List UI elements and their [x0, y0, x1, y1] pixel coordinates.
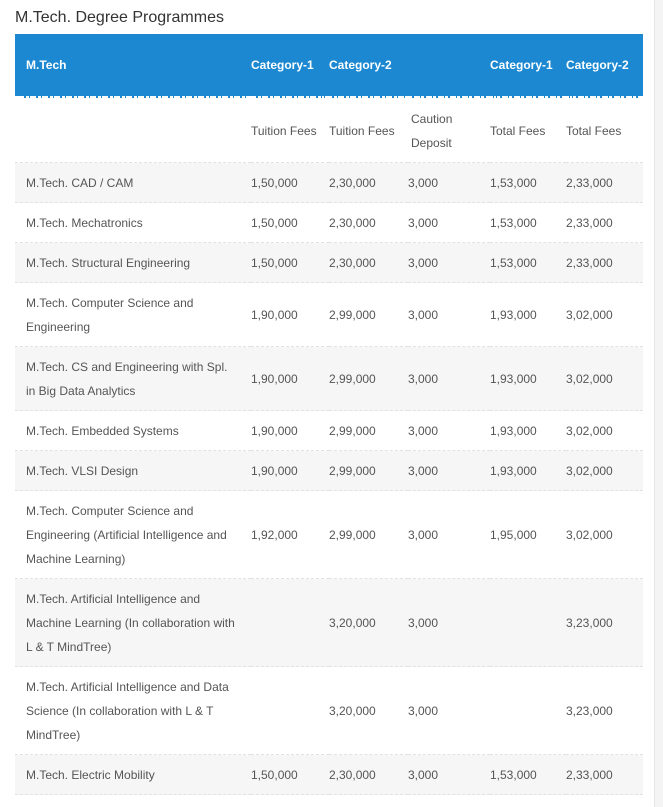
- header-category-2-tuition: Category-2: [329, 34, 408, 98]
- total-category-1-cell: 1,53,000: [490, 755, 566, 795]
- total-category-2-cell: 2,33,000: [566, 203, 643, 243]
- tuition-category-2-cell: 2,30,000: [329, 243, 408, 283]
- total-category-2-cell: 2,33,000: [566, 243, 643, 283]
- total-category-2-cell: 3,02,000: [566, 347, 643, 411]
- program-cell: M.Tech. Computer Science and Engineering (Artificial Intelligence and Machine Learning): [15, 491, 251, 579]
- total-category-2-cell: 3,02,000: [566, 451, 643, 491]
- total-category-2-cell: 3,02,000: [566, 283, 643, 347]
- table-row: [15, 667, 643, 755]
- tuition-category-2-cell: 2,99,000: [329, 451, 408, 491]
- program-cell: M.Tech. Artificial Intelligence and Machine Learning (In collaboration with L & T MindTree): [15, 579, 251, 667]
- total-category-1-cell: [490, 579, 566, 667]
- table-row: [15, 347, 643, 411]
- table-row: [15, 451, 643, 491]
- caution-deposit-cell: 3,000: [408, 283, 490, 347]
- total-category-2-cell: 3,02,000: [566, 491, 643, 579]
- tuition-category-1-cell: 1,90,000: [251, 451, 329, 491]
- caution-deposit-cell: 3,000: [408, 411, 490, 451]
- tuition-category-1-cell: 1,92,000: [251, 491, 329, 579]
- table-row: [15, 579, 643, 667]
- header-program: M.Tech: [15, 34, 251, 98]
- tuition-category-2-cell: 2,99,000: [329, 347, 408, 411]
- total-category-1-cell: 1,95,000: [490, 491, 566, 579]
- tuition-category-1-cell: [251, 579, 329, 667]
- header-dotted-divider: [15, 96, 643, 98]
- table-row: [15, 755, 643, 795]
- page-title: M.Tech. Degree Programmes: [15, 9, 224, 26]
- caution-deposit-cell: 3,000: [408, 667, 490, 755]
- tuition-category-1-cell: 1,50,000: [251, 755, 329, 795]
- total-category-1-cell: 1,93,000: [490, 347, 566, 411]
- subheader-total-2: Total Fees: [566, 98, 643, 163]
- header-category-1-tuition: Category-1: [251, 34, 329, 98]
- header-category-2-total: Category-2: [566, 34, 643, 98]
- program-cell: M.Tech. Electric Mobility: [15, 755, 251, 795]
- tuition-category-2-cell: 2,99,000: [329, 411, 408, 451]
- tuition-category-1-cell: 1,90,000: [251, 411, 329, 451]
- subheader-total-1: Total Fees: [490, 98, 566, 163]
- tuition-category-1-cell: 1,50,000: [251, 243, 329, 283]
- tuition-category-2-cell: 2,99,000: [329, 283, 408, 347]
- program-cell: M.Tech. Artificial Intelligence and Data Science (In collaboration with L & T MindTree): [15, 667, 251, 755]
- tuition-category-2-cell: 3,20,000: [329, 667, 408, 755]
- fees-table: [15, 34, 643, 795]
- tuition-category-1-cell: 1,50,000: [251, 163, 329, 203]
- total-category-1-cell: 1,93,000: [490, 283, 566, 347]
- caution-deposit-cell: 3,000: [408, 579, 490, 667]
- header-blank: [408, 34, 490, 98]
- tuition-category-1-cell: 1,90,000: [251, 283, 329, 347]
- caution-deposit-cell: 3,000: [408, 491, 490, 579]
- tuition-category-1-cell: 1,90,000: [251, 347, 329, 411]
- subheader-caution-deposit: Caution Deposit: [408, 98, 490, 163]
- program-cell: M.Tech. Structural Engineering: [15, 243, 251, 283]
- table-row: [15, 491, 643, 579]
- table-row: [15, 243, 643, 283]
- program-cell: M.Tech. CAD / CAM: [15, 163, 251, 203]
- total-category-1-cell: 1,93,000: [490, 451, 566, 491]
- caution-deposit-cell: 3,000: [408, 243, 490, 283]
- total-category-2-cell: 3,23,000: [566, 579, 643, 667]
- total-category-1-cell: 1,53,000: [490, 203, 566, 243]
- subheader-row: [15, 98, 643, 163]
- table-row: [15, 283, 643, 347]
- table-row: [15, 163, 643, 203]
- program-cell: M.Tech. Computer Science and Engineering: [15, 283, 251, 347]
- subheader-program: [15, 98, 251, 163]
- program-cell: M.Tech. Embedded Systems: [15, 411, 251, 451]
- scroll-edge: [654, 0, 663, 807]
- caution-deposit-cell: 3,000: [408, 451, 490, 491]
- table-row: [15, 203, 643, 243]
- total-category-1-cell: 1,93,000: [490, 411, 566, 451]
- tuition-category-2-cell: 3,20,000: [329, 579, 408, 667]
- program-cell: M.Tech. VLSI Design: [15, 451, 251, 491]
- tuition-category-2-cell: 2,99,000: [329, 491, 408, 579]
- caution-deposit-cell: 3,000: [408, 347, 490, 411]
- tuition-category-2-cell: 2,30,000: [329, 163, 408, 203]
- total-category-1-cell: 1,53,000: [490, 243, 566, 283]
- program-cell: M.Tech. CS and Engineering with Spl. in Big Data Analytics: [15, 347, 251, 411]
- tuition-category-2-cell: 2,30,000: [329, 755, 408, 795]
- subheader-tuition-2: Tuition Fees: [329, 98, 408, 163]
- tuition-category-1-cell: 1,50,000: [251, 203, 329, 243]
- total-category-1-cell: [490, 667, 566, 755]
- total-category-1-cell: 1,53,000: [490, 163, 566, 203]
- caution-deposit-cell: 3,000: [408, 203, 490, 243]
- caution-deposit-cell: 3,000: [408, 755, 490, 795]
- tuition-category-2-cell: 2,30,000: [329, 203, 408, 243]
- table-header-row: [15, 34, 643, 98]
- header-category-1-total: Category-1: [490, 34, 566, 98]
- total-category-2-cell: 3,02,000: [566, 411, 643, 451]
- program-cell: M.Tech. Mechatronics: [15, 203, 251, 243]
- total-category-2-cell: 3,23,000: [566, 667, 643, 755]
- total-category-2-cell: 2,33,000: [566, 163, 643, 203]
- caution-deposit-cell: 3,000: [408, 163, 490, 203]
- total-category-2-cell: 2,33,000: [566, 755, 643, 795]
- tuition-category-1-cell: [251, 667, 329, 755]
- table-row: [15, 411, 643, 451]
- subheader-tuition-1: Tuition Fees: [251, 98, 329, 163]
